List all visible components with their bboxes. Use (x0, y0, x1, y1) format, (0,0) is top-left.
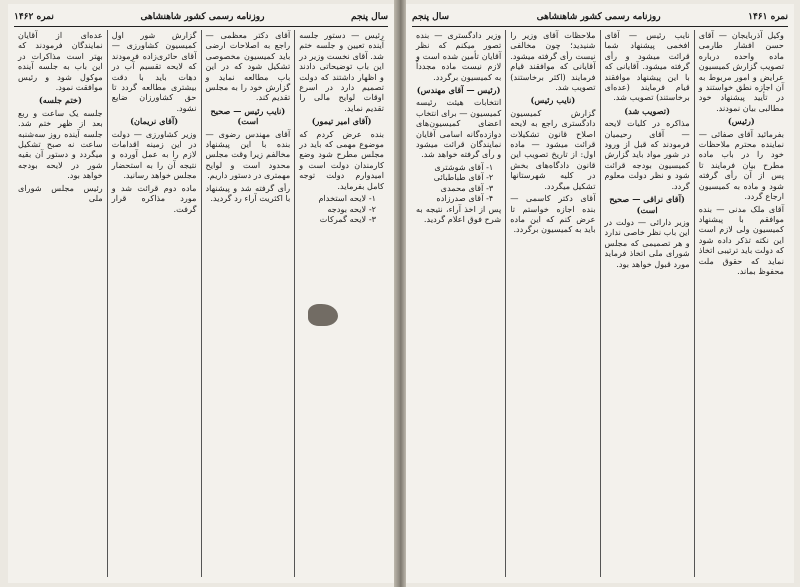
paragraph: وزیر کشاورزی — دولت در این زمینه اقدامات لازم را به عمل آورده و نتیجه آن را به استحضار مجلس خواهد رسانید. (111, 128, 197, 181)
paragraph: وکیل آذربایجان — آقای حسن افشار طارمی ماده واحده درباره تصویب گزارش کمیسیون عرایض و امور مربوط به آن اجازه نطق خواستند و در تأیید پیشنهاد خود مطالبی بیان نمودند. (698, 30, 784, 113)
newspaper-title: روزنامه رسمی کشور شاهنشاهی (536, 12, 661, 22)
paragraph: عده‌ای از آقایان نمایندگان فرمودند که بهتر است مذاکرات در این باب به جلسه آینده موکول شود و رئیس موافقت نمود. (18, 30, 103, 93)
paragraph: جلسه یک ساعت و ربع بعد از ظهر ختم شد. جلسه آینده روز سه‌شنبه ساعت نه صبح تشکیل میگردد و دستور آن بقیه شور در لایحه بودجه خواهد بود. (18, 107, 103, 181)
paragraph: آقای دکتر معظمی — راجع به اصلاحات ارضی باید کمیسیون مخصوصی تشکیل شود که در این باب مطالعه نماید و گزارش خود را به مجلس تقدیم کند. (205, 30, 291, 103)
right-page-columns (412, 30, 788, 577)
paragraph: گزارش شور اول کمیسیون کشاورزی — آقای حائری‌زاده فرمودند که لایحه تقسیم آب در دهات باید با دقت بیشتری مطالعه گردد تا حق کشاورزان ضایع نشود. (111, 30, 197, 113)
left-page-header (14, 10, 388, 27)
right-page (406, 4, 794, 583)
paragraph: گزارش کمیسیون دادگستری راجع به لایحه اصلاح قانون تشکیلات قرائت میشود — ماده اول: از تاریخ تصویب این قانون دادگاه‌های بخش در کلیه شهرستانها تشکیل میگردد. (510, 107, 596, 191)
paragraph: بفرمائید آقای صفائی — نماینده محترم ملاحظات خود را در باب ماده مطرح بیان فرمایند تا پس از آن رأی گرفته شود و ماده به کمیسیون ارجاع گردد. (698, 128, 784, 202)
speaker-heading: (ختم جلسه) (38, 95, 82, 106)
left-page-columns (14, 30, 388, 577)
paragraph: ملاحظات آقای وزیر را شنیدید؛ چون مخالفی نیست رأی گرفته میشود. آقایانی که موافقند قیام فرمایند (اکثر برخاستند) تصویب شد. (510, 30, 596, 93)
text-column (201, 30, 295, 577)
year-label: سال پنجم (351, 12, 388, 22)
paragraph: بنده عرض کردم که موضوع مهمی که باید در مجلس مطرح شود وضع کارمندان دولت است و امیدوارم دولت توجه کامل بفرماید. (299, 128, 384, 191)
right-page-header (412, 10, 788, 27)
list-item: ۱- لایحه استخدام (318, 193, 376, 204)
list-item: ۲- آقای طباطبائی (433, 172, 494, 183)
speaker-heading: (نایب رئیس) (530, 95, 576, 106)
list-item: ۳- آقای محمدی (440, 182, 494, 193)
paragraph: مذاکره در کلیات لایحه — آقای رحیمیان فرمودند که قبل از ورود در شور مواد باید گزارش کمیسیون بودجه قرائت شود و نظر دولت معلوم گردد. (604, 118, 690, 191)
paragraph: آقای ملک مدنی — بنده موافقم با پیشنهاد کمیسیون ولی لازم است این نکته تذکر داده شود که دولت باید ترتیبی اتخاذ نماید که حقوق ملت محفوظ بماند. (698, 203, 784, 276)
list-item: ۲- لایحه بودجه (327, 203, 376, 214)
paragraph: انتخابات هیئت رئیسه کمیسیون — برای انتخاب اعضای کمیسیون‌های دوازده‌گانه اسامی آقایان نمایندگان قرائت میشود و رأی گرفته خواهد شد. (416, 97, 502, 160)
speaker-heading: (نایب رئیس — صحیح است) (210, 105, 286, 127)
speaker-heading: (آقای نراقی — صحیح است) (609, 194, 685, 215)
text-column (694, 30, 788, 577)
text-column (14, 30, 107, 577)
text-column (294, 30, 388, 577)
issue-number: نمره ۱۴۶۲ (14, 12, 54, 22)
paragraph: وزیر دارائی — دولت در این باب نظر خاصی ندارد و هر تصمیمی که مجلس شورای ملی اتخاذ فرماید مورد قبول خواهد بود. (604, 216, 690, 269)
paragraph: رئیس — دستور جلسه آینده تعیین و جلسه ختم شد. آقای نخست وزیر در این باب توضیحاتی دادند و اظهار داشتند که دولت تصمیم دارد در اسرع اوقات لوایح مالی را تقدیم نماید. (299, 30, 384, 113)
speaker-heading: (رئیس — آقای مهندس) (416, 85, 501, 96)
list-item: ۳- لایحه گمرکات (319, 213, 376, 224)
paragraph: پس از اخذ آراء، نتیجه به شرح فوق اعلام گردید. (416, 203, 502, 224)
paragraph: رئیس مجلس شورای ملی (18, 182, 103, 204)
left-page (8, 4, 394, 583)
text-column (412, 30, 505, 577)
list-item: ۱- آقای شوشتری (434, 161, 494, 172)
paragraph: آقای مهندس رضوی — بنده با این پیشنهاد مخالفم زیرا وقت مجلس محدود است و لوایح مهمتری در دستور داریم. (205, 128, 291, 181)
newspaper-title: روزنامه رسمی کشور شاهنشاهی (140, 12, 265, 22)
issue-number: نمره ۱۴۶۱ (748, 12, 788, 22)
speaker-heading: (آقای نریمان) (130, 116, 179, 127)
text-column (505, 30, 599, 577)
paragraph: آقای دکتر کاسمی — بنده اجازه خواستم تا عرض کنم که این ماده باید به کمیسیون برگردد. (510, 193, 596, 235)
paragraph: وزیر دادگستری — بنده تصور میکنم که نظر آقایان تأمین شده است و لازم نیست ماده مجدداً به کمیسیون برگردد. (416, 30, 502, 82)
page-gutter (394, 0, 406, 587)
speaker-heading: (رئیس) (727, 116, 755, 127)
year-label: سال پنجم (412, 12, 449, 22)
paper-tear (308, 304, 338, 326)
list-item: ۴- آقای صدرزاده (436, 193, 494, 204)
paragraph: ماده دوم قرائت شد و مورد مذاکره قرار گرفت. (111, 182, 197, 214)
text-column (107, 30, 201, 577)
paragraph: نایب رئیس — آقای افخمی پیشنهاد شما قرائت میشود و رأی گرفته میشود. آقایانی که با این پیشنهاد موافقند قیام فرمایند (عده‌ای برخاستند) تصویب شد. (604, 30, 690, 103)
speaker-heading: (تصویب شد) (624, 105, 670, 116)
text-column (600, 30, 694, 577)
speaker-heading: (آقای امیر تیمور) (311, 116, 372, 127)
paragraph: رأی گرفته شد و پیشنهاد با اکثریت آراء رد گردید. (205, 182, 291, 204)
